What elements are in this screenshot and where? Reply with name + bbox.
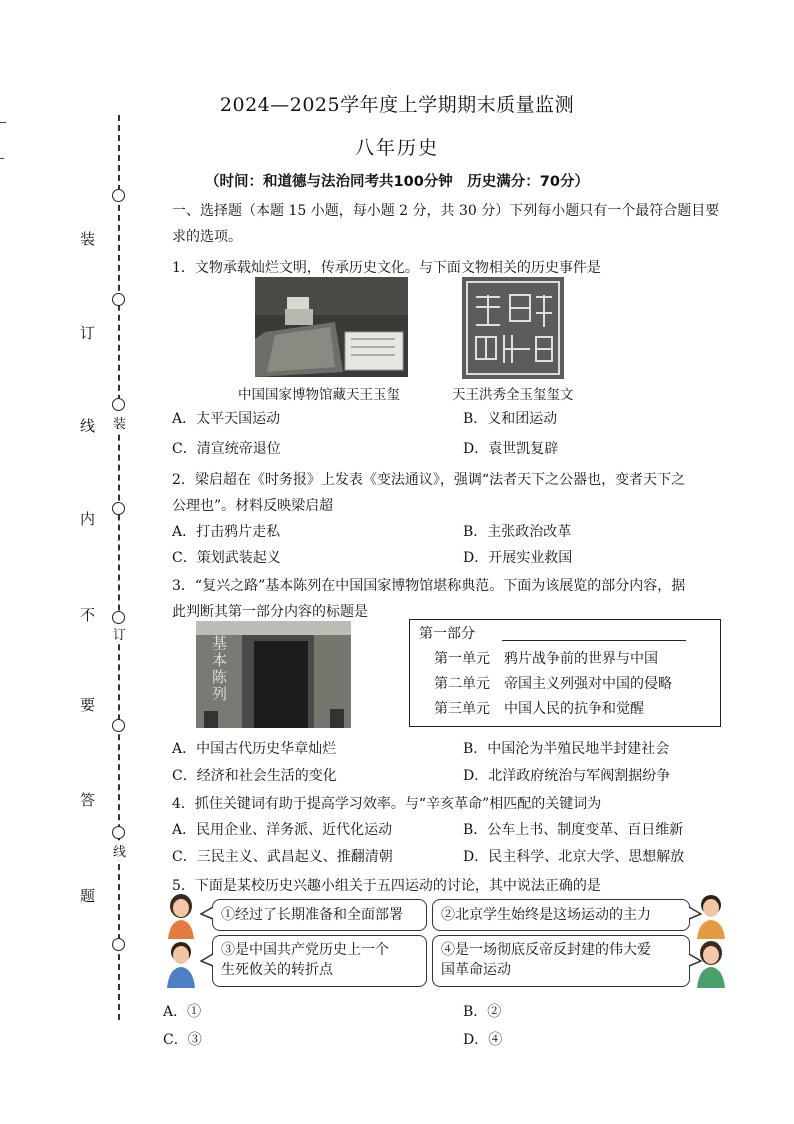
exam-info: （时间：和道德与法治同考共100分钟 历史满分：70分） xyxy=(205,174,589,190)
q4-option-c[interactable]: C．三民主义、武昌起义、推翻清朝 xyxy=(172,849,393,865)
binding-text: 不 xyxy=(80,606,96,624)
exam-title: 2024—2025学年度上学期期末质量监测 xyxy=(219,94,575,116)
q1-option-a[interactable]: A．太平天国运动 xyxy=(172,411,281,427)
q2-option-d[interactable]: D．开展实业救国 xyxy=(463,550,573,566)
bubble-tail-icon xyxy=(200,952,214,970)
binding-hole-icon xyxy=(112,611,125,624)
speech-bubble-3: ③是中国共产党历史上一个 生死攸关的转折点 xyxy=(212,935,427,987)
binding-text: 题 xyxy=(80,887,96,905)
q5-option-a[interactable]: A．① xyxy=(163,1004,202,1020)
speech-bubble-4: ④是一场彻底反帝反封建的伟大爱 国革命运动 xyxy=(432,935,690,987)
q2-option-c[interactable]: C．策划武装起义 xyxy=(172,550,281,566)
q1-option-b[interactable]: B．义和团运动 xyxy=(463,411,558,427)
binding-hole-icon xyxy=(112,189,125,202)
q5-option-b[interactable]: B．② xyxy=(463,1004,502,1020)
margin-mark xyxy=(0,158,4,159)
jade-seal-photo xyxy=(255,277,408,377)
q2-stem-line1: 2．梁启超在《时务报》上发表《变法通议》，强调“法者天下之公器也，变者天下之 xyxy=(172,472,686,488)
binding-hole-icon xyxy=(112,938,125,951)
q4-option-d[interactable]: D．民主科学、北京大学、思想解放 xyxy=(463,849,685,865)
q1-stem: 1．文物承载灿烂文明，传承历史文化。与下面文物相关的历史事件是 xyxy=(172,260,601,276)
bubble-tail-icon xyxy=(200,905,214,923)
q3-option-d[interactable]: D．北洋政府统治与军阀割据纷争 xyxy=(463,768,671,784)
binding-text: 内 xyxy=(80,510,96,528)
q2-option-b[interactable]: B．主张政治改革 xyxy=(463,524,572,540)
speech-bubble-1: ①经过了长期准备和全面部署 xyxy=(212,899,427,931)
binding-hole-icon xyxy=(112,826,125,839)
binding-hole-icon xyxy=(112,293,125,306)
q1-option-d[interactable]: D．袁世凯复辟 xyxy=(463,441,559,457)
q3-option-b[interactable]: B．中国沦为半殖民地半封建社会 xyxy=(463,741,670,757)
bubble-tail-icon xyxy=(688,905,702,923)
unit-row: 第一单元 鸦片战争前的世界与中国 xyxy=(434,651,658,667)
bubble-tail-icon xyxy=(688,952,702,970)
binding-inner-text: 线 xyxy=(113,841,126,860)
q4-option-b[interactable]: B．公车上书、制度变革、百日维新 xyxy=(463,822,684,838)
museum-display-image xyxy=(255,277,408,377)
binding-text: 要 xyxy=(80,696,96,714)
binding-text: 线 xyxy=(80,417,96,435)
q4-option-a[interactable]: A．民用企业、洋务派、近代化运动 xyxy=(172,822,393,838)
binding-text: 答 xyxy=(80,791,96,809)
seal-inscription-image xyxy=(462,277,564,379)
q4-stem: 4．抓住关键词有助于提高学习效率。与“辛亥革命”相匹配的关键词为 xyxy=(172,796,602,812)
unit-row: 第二单元 帝国主义列强对中国的侵略 xyxy=(434,676,672,692)
q2-stem-line2: 公理也”。材料反映梁启超 xyxy=(172,498,334,514)
seal-inscription-photo xyxy=(462,277,564,379)
binding-dashed-line xyxy=(118,115,120,1020)
q3-stem-line1: 3．“复兴之路”基本陈列在中国国家博物馆堪称典范。下面为该展览的部分内容，据 xyxy=(172,578,686,594)
q5-stem: 5．下面是某校历史兴趣小组关于五四运动的讨论，其中说法正确的是 xyxy=(172,878,601,894)
binding-inner-text: 装 xyxy=(113,413,126,432)
binding-hole-icon xyxy=(112,502,125,515)
binding-inner-text: 订 xyxy=(113,624,126,643)
q3-option-c[interactable]: C．经济和社会生活的变化 xyxy=(172,768,337,784)
blank-line xyxy=(502,640,686,641)
binding-text: 装 xyxy=(80,230,96,248)
q5-option-c[interactable]: C．③ xyxy=(163,1032,202,1048)
exhibition-sign-text: 基本陈列 xyxy=(212,634,228,703)
q2-option-a[interactable]: A．打击鸦片走私 xyxy=(172,524,281,540)
section-intro: 一、选择题（本题 15 小题，每小题 2 分，共 30 分）下列每小题只有一个最符合题目要 求的选项。 xyxy=(172,203,720,245)
student-boy-icon xyxy=(162,940,200,988)
student-girl-icon xyxy=(162,893,200,939)
exhibition-outline-box xyxy=(409,619,721,727)
exam-subtitle: 八年历史 xyxy=(354,137,439,159)
part-label: 第一部分 xyxy=(419,626,475,642)
q1-option-c[interactable]: C．清宣统帝退位 xyxy=(172,441,281,457)
q5-option-d[interactable]: D．④ xyxy=(463,1032,503,1048)
binding-text: 订 xyxy=(80,324,96,342)
binding-hole-icon xyxy=(112,719,125,732)
q1-caption-left: 中国国家博物馆藏天王玉玺 xyxy=(238,387,400,403)
speech-bubble-2: ②北京学生始终是这场运动的主力 xyxy=(432,899,690,931)
q3-stem-line2: 此判断其第一部分内容的标题是 xyxy=(172,604,368,620)
unit-row: 第三单元 中国人民的抗争和觉醒 xyxy=(434,701,644,717)
q1-caption-right: 天王洪秀全玉玺玺文 xyxy=(452,387,574,403)
binding-hole-icon xyxy=(112,398,125,411)
exhibition-entrance-photo xyxy=(196,621,351,728)
q3-option-a[interactable]: A．中国古代历史华章灿烂 xyxy=(172,741,337,757)
margin-mark xyxy=(0,122,6,123)
